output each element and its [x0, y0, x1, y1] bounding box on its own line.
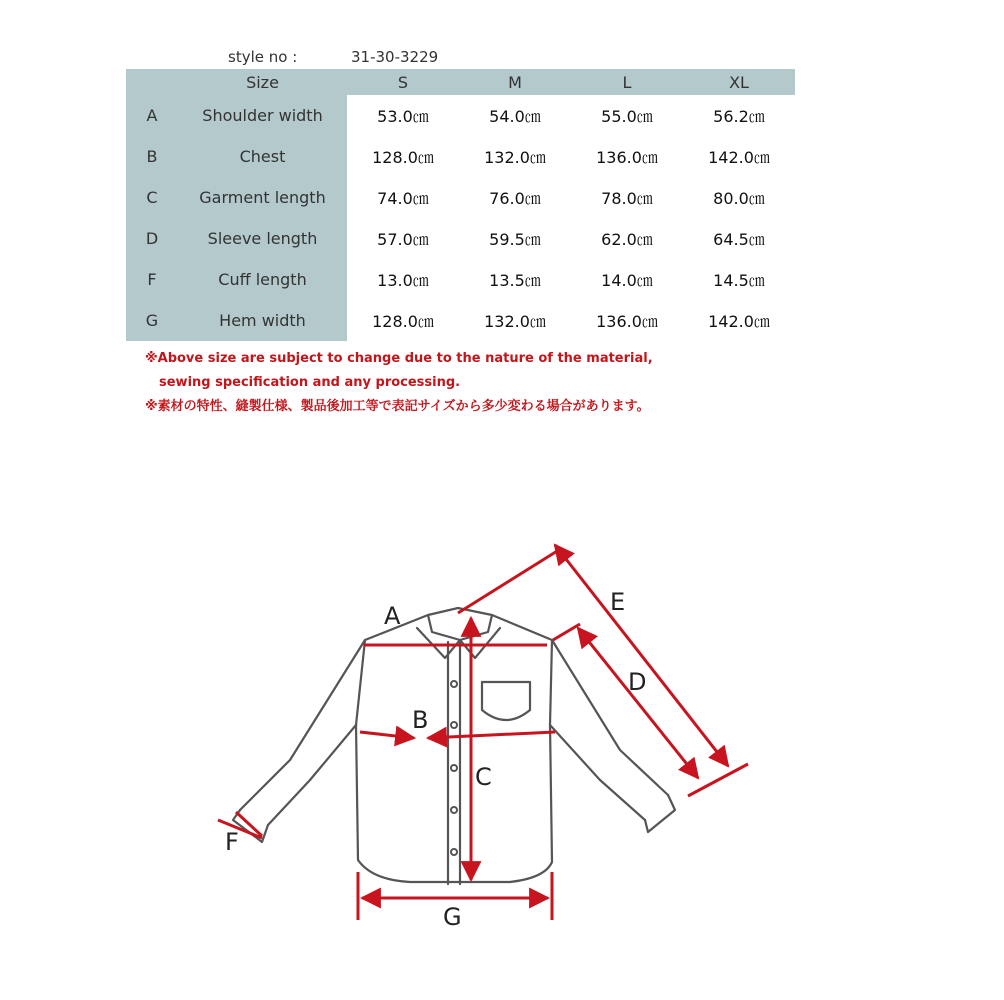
- row-letter: A: [126, 95, 178, 136]
- cell-s: 57.0㎝: [347, 218, 459, 259]
- size-table: [126, 69, 795, 341]
- style-number-value: 31-30-3229: [351, 48, 439, 66]
- cell-xl: 14.5㎝: [683, 259, 795, 300]
- cell-m: 59.5㎝: [459, 218, 571, 259]
- shirt-icon: [233, 608, 675, 884]
- cell-l: 55.0㎝: [571, 95, 683, 136]
- row-letter: B: [126, 136, 178, 177]
- cell-l: 78.0㎝: [571, 177, 683, 218]
- cell-s: 128.0㎝: [347, 300, 459, 341]
- column-xl: XL: [683, 69, 795, 95]
- row-name: Garment length: [178, 177, 347, 218]
- row-letter: D: [126, 218, 178, 259]
- cell-xl: 80.0㎝: [683, 177, 795, 218]
- label-g: G: [443, 903, 462, 931]
- cell-l: 62.0㎝: [571, 218, 683, 259]
- column-l: L: [571, 69, 683, 95]
- cell-m: 132.0㎝: [459, 300, 571, 341]
- shirt-buttons: [451, 681, 457, 855]
- cell-l: 136.0㎝: [571, 300, 683, 341]
- table-row: [126, 177, 795, 218]
- note-english-line-2: sewing specification and any processing.: [159, 375, 461, 390]
- table-row: [126, 218, 795, 259]
- cell-l: 136.0㎝: [571, 136, 683, 177]
- size-table-header: [126, 69, 795, 95]
- cell-xl: 142.0㎝: [683, 136, 795, 177]
- size-notes: [145, 347, 653, 419]
- label-c: C: [475, 763, 492, 791]
- row-letter: F: [126, 259, 178, 300]
- size-header: Size: [178, 69, 347, 95]
- cell-s: 13.0㎝: [347, 259, 459, 300]
- column-m: M: [459, 69, 571, 95]
- column-s: S: [347, 69, 459, 95]
- note-english-line-1: ※Above size are subject to change due to the nature of the material,: [145, 351, 653, 366]
- row-name: Cuff length: [178, 259, 347, 300]
- note-japanese: ※素材の特性、縫製仕様、製品後加工等で表記サイズから多少変わる場合があります。: [145, 399, 650, 414]
- shirt-measurement-diagram: [0, 520, 1004, 940]
- cell-xl: 142.0㎝: [683, 300, 795, 341]
- label-a: A: [384, 602, 401, 630]
- measurement-lines: [218, 545, 748, 920]
- cell-s: 128.0㎝: [347, 136, 459, 177]
- cell-m: 13.5㎝: [459, 259, 571, 300]
- cell-l: 14.0㎝: [571, 259, 683, 300]
- row-name: Shoulder width: [178, 95, 347, 136]
- row-letter: G: [126, 300, 178, 341]
- cell-s: 53.0㎝: [347, 95, 459, 136]
- row-letter: C: [126, 177, 178, 218]
- label-e: E: [610, 588, 626, 616]
- header-corner: [126, 69, 178, 95]
- cell-m: 132.0㎝: [459, 136, 571, 177]
- cell-xl: 64.5㎝: [683, 218, 795, 259]
- label-b: B: [412, 706, 429, 734]
- row-name: Chest: [178, 136, 347, 177]
- cell-m: 54.0㎝: [459, 95, 571, 136]
- style-number-row: [0, 46, 1004, 68]
- cell-xl: 56.2㎝: [683, 95, 795, 136]
- row-name: Sleeve length: [178, 218, 347, 259]
- cell-m: 76.0㎝: [459, 177, 571, 218]
- table-row: [126, 300, 795, 341]
- label-d: D: [628, 668, 647, 696]
- table-row: [126, 95, 795, 136]
- table-row: [126, 136, 795, 177]
- label-f: F: [225, 828, 239, 856]
- style-number-label: style no :: [228, 48, 298, 66]
- table-row: [126, 259, 795, 300]
- cell-s: 74.0㎝: [347, 177, 459, 218]
- row-name: Hem width: [178, 300, 347, 341]
